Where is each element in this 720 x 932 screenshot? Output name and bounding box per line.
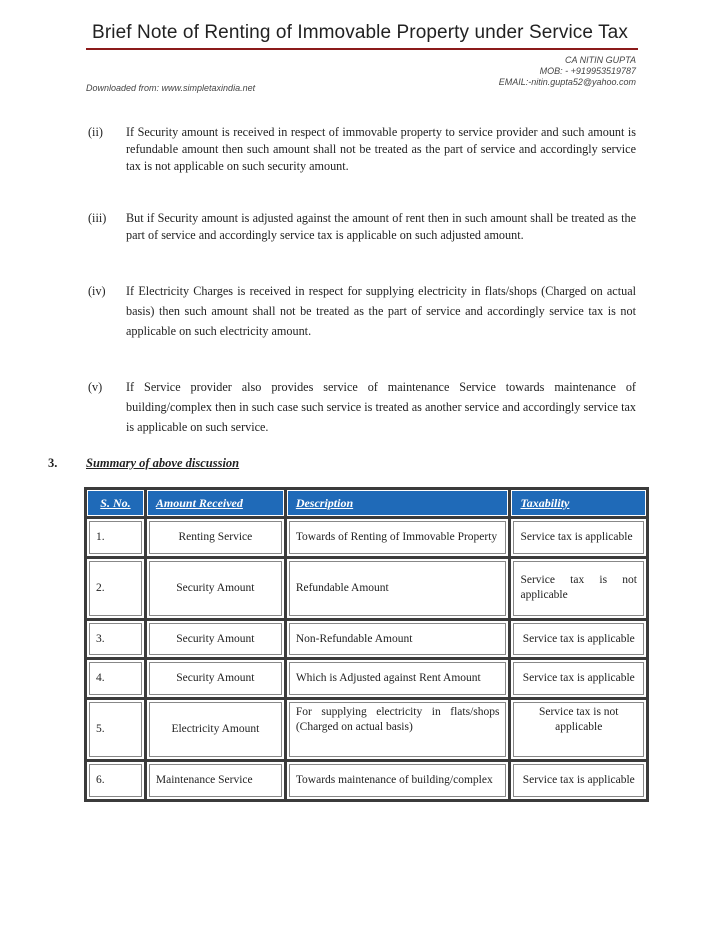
cell-description: Towards of Renting of Immovable Property <box>287 519 509 556</box>
table-row <box>87 660 646 697</box>
cell-sno: 2. <box>87 559 144 618</box>
cell-amount-received: Security Amount <box>147 660 284 697</box>
header-sno: S. No. <box>87 490 144 516</box>
paragraph-text: If Security amount is received in respect of immovable property to service provider and such amount is refundable amount then such amount shall not be treated as the part of service and accordingly service tax is not applicable on such security amount. <box>126 125 636 173</box>
section-number: 3. <box>48 456 58 470</box>
paragraph-number: (v) <box>88 380 103 394</box>
cell-amount-received: Security Amount <box>147 559 284 618</box>
paragraph-v <box>88 377 636 437</box>
cell-description: Refundable Amount <box>287 559 509 618</box>
paragraph-number: (iv) <box>88 284 106 298</box>
author-name: CA NITIN GUPTA <box>564 55 636 65</box>
paragraph-text: If Electricity Charges is received in respect for supplying electricity in flats/shops (Charged on actual basis) then such amount shall not be treated as the part of service and accordingly service tax is not applicable on such electricity amount. <box>126 284 636 338</box>
cell-description: Non-Refundable Amount <box>287 621 509 658</box>
table-row <box>87 559 646 618</box>
cell-taxability: Service tax is applicable <box>511 762 646 799</box>
cell-amount-received: Renting Service <box>147 519 284 556</box>
table-row <box>87 762 646 799</box>
paragraph-ii <box>88 124 636 175</box>
header-amount-received: Amount Received <box>147 490 284 516</box>
header-description: Description <box>287 490 509 516</box>
paragraph-iv <box>88 281 636 341</box>
paragraph-text: But if Security amount is adjusted against the amount of rent then in such amount shall be treated as the part of service and accordingly service tax is applicable on such adjusted amount. <box>126 211 636 242</box>
cell-sno: 5. <box>87 700 144 759</box>
cell-taxability: Service tax is not applicable <box>511 700 646 759</box>
paragraph-number: (ii) <box>88 125 103 139</box>
author-block <box>499 55 636 88</box>
downloaded-from: Downloaded from: www.simpletaxindia.net <box>86 83 256 93</box>
paragraph-number: (iii) <box>88 211 107 225</box>
cell-taxability: Service tax is applicable <box>511 660 646 697</box>
table-row <box>87 519 646 556</box>
cell-description: For supplying electricity in flats/shops (Charged on actual basis) <box>287 700 509 759</box>
cell-description: Towards maintenance of building/complex <box>287 762 509 799</box>
author-email: EMAIL:-nitin.gupta52@yahoo.com <box>498 77 636 87</box>
cell-sno: 6. <box>87 762 144 799</box>
summary-table <box>84 487 649 802</box>
cell-taxability: Service tax is applicable <box>511 621 646 658</box>
paragraph-iii <box>88 210 636 244</box>
page-title: Brief Note of Renting of Immovable Property under Service Tax <box>92 22 628 43</box>
table-row <box>87 621 646 658</box>
cell-taxability: Service tax is applicable <box>511 519 646 556</box>
cell-sno: 3. <box>87 621 144 658</box>
cell-taxability: Service tax is not applicable <box>511 559 646 618</box>
paragraph-text: If Service provider also provides service of maintenance Service towards maintenance of building/complex then in such case such service is treated as another service and accordingly service tax is applicable on such service. <box>126 380 636 434</box>
cell-sno: 4. <box>87 660 144 697</box>
author-mobile: MOB: - +919953519787 <box>539 66 636 76</box>
section-title: Summary of above discussion <box>86 456 240 470</box>
table-row <box>87 700 646 759</box>
cell-amount-received: Security Amount <box>147 621 284 658</box>
cell-description: Which is Adjusted against Rent Amount <box>287 660 509 697</box>
title-rule <box>86 48 638 50</box>
cell-amount-received: Electricity Amount <box>147 700 284 759</box>
header-taxability: Taxability <box>511 490 646 516</box>
cell-sno: 1. <box>87 519 144 556</box>
table-header-row <box>87 490 646 516</box>
cell-amount-received: Maintenance Service <box>147 762 284 799</box>
